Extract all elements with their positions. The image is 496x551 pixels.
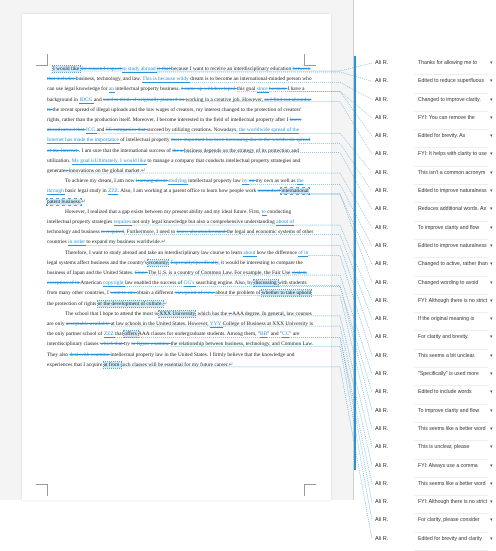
chevron-down-icon[interactable]: ▾ <box>490 188 493 195</box>
body-text-run: because I want to receive an interdisciplinary education <box>171 66 293 72</box>
comment-text: To improve clarity and flow <box>418 407 480 414</box>
body-text-run: to manage a company that conducts intellectual property strategies and generate <box>47 157 301 175</box>
deleted-text[interactable]: used to think of originally planned on <box>103 96 186 103</box>
deleted-text[interactable]: EspeciallySpecifically <box>170 259 219 266</box>
paragraph[interactable] <box>47 207 315 248</box>
chevron-down-icon[interactable]: ▾ <box>490 371 493 378</box>
deleted-text[interactable]: is required <box>101 229 124 236</box>
inserted-text[interactable]: since <box>256 86 270 93</box>
body-text-run: such classes will be essential for my future career. <box>120 361 229 368</box>
comment-author: Ali R. <box>375 407 389 414</box>
comment-author: Ali R. <box>375 297 389 304</box>
comment-item[interactable] <box>354 533 496 551</box>
comment-author: Ali R. <box>375 517 389 524</box>
body-text-run: not only legal knowledge but also a comprehensive understanding <box>132 219 277 226</box>
paragraph[interactable] <box>47 176 315 207</box>
body-text-run: AAA degree. In general, law courses are only <box>47 310 312 328</box>
comment-item[interactable] <box>354 258 496 276</box>
comment-text: This seems like a better word <box>418 480 486 487</box>
deleted-text[interactable]: system exception of in <box>47 270 307 287</box>
inserted-text[interactable]: to <box>261 208 268 215</box>
body-text-run: the relationship between business, technology, and Common Law. They also <box>47 341 314 358</box>
chevron-down-icon[interactable]: ▾ <box>490 517 493 524</box>
comment-author: Ali R. <box>375 151 389 158</box>
deleted-text[interactable]: as I find out aboutdue to <box>47 96 312 113</box>
comment-item[interactable] <box>354 386 496 404</box>
deleted-text[interactable]: to figure examine <box>131 341 171 348</box>
body-text-run: I have a background in <box>47 86 305 103</box>
body-text-run: . Also, I am working at a parent office to learn how people work <box>117 188 258 195</box>
comment-item[interactable] <box>354 460 496 478</box>
deleted-text[interactable]: the reason I expect <box>80 66 123 72</box>
deleted-text[interactable]: y <box>228 310 233 317</box>
chevron-down-icon[interactable]: ▾ <box>490 499 493 506</box>
commented-text[interactable]: whether to take uphold <box>261 290 312 297</box>
chevron-down-icon[interactable]: ▾ <box>490 242 493 249</box>
commented-text[interactable]: discussing <box>254 280 278 287</box>
commented-text[interactable]: XXX University <box>159 310 195 317</box>
inserted-text[interactable]: IDCG <box>79 96 94 103</box>
body-text-run: technology and business <box>47 229 102 236</box>
inserted-text[interactable]: copyright <box>103 280 126 287</box>
body-text-run: with students from many other countries, I <box>47 280 307 297</box>
comment-item[interactable] <box>354 514 496 532</box>
comment-item[interactable] <box>354 331 496 349</box>
deleted-text[interactable]: acceptable available <box>65 321 111 328</box>
paragraph-mark: ↵ <box>161 239 166 246</box>
comment-item[interactable] <box>354 423 496 441</box>
inserted-text[interactable]: CC <box>282 331 290 338</box>
commented-text[interactable]: I would like <box>53 66 81 72</box>
comment-author: Ali R. <box>375 242 389 249</box>
chevron-down-icon[interactable]: ▾ <box>490 78 493 85</box>
body-text-run: to expand my business worldwide. <box>86 239 162 246</box>
deleted-text[interactable]: viewpoint of view <box>174 290 216 297</box>
deleted-text[interactable]: s <box>65 168 69 175</box>
body-text-run: dream is to become an international-minded person who can use legal knowledge for <box>47 76 312 93</box>
inserted-text[interactable]: My goal isUltimately, I would like <box>71 157 148 164</box>
body-text-run: The school that I hope to attend the most is <box>65 310 160 317</box>
inserted-text[interactable]: ZZZ <box>103 331 115 338</box>
paragraph-mark: ↵ <box>81 198 86 205</box>
commented-text[interactable]: offers <box>124 331 138 338</box>
comment-author: Ali R. <box>375 279 389 286</box>
chevron-down-icon[interactable]: ▾ <box>490 206 493 213</box>
commented-text[interactable]: economy <box>148 259 168 266</box>
comment-author: Ali R. <box>375 535 389 542</box>
comment-text: Reduces additional words. As <box>418 206 487 213</box>
body-text-run: and <box>96 127 106 134</box>
comment-item[interactable] <box>354 405 496 423</box>
deleted-text[interactable]: is that <box>156 66 172 72</box>
commented-text[interactable]: at from <box>103 361 121 368</box>
deleted-text[interactable]: learning about <box>135 178 169 185</box>
chevron-down-icon[interactable]: ▾ <box>490 96 493 103</box>
comment-author: Ali R. <box>375 425 389 432</box>
inserted-text[interactable]: about <box>243 249 257 256</box>
body-text-run: business depends on the strategy of its protection and utilization. <box>47 147 299 164</box>
chevron-down-icon[interactable]: ▾ <box>490 462 493 469</box>
body-text-run: how the difference <box>256 249 299 256</box>
body-text-run: intellectual property law in the United States. I firmly believe that the knowledge and experiences that I acquire <box>47 351 295 368</box>
comment-item[interactable] <box>354 57 496 75</box>
comment-text: FYI: Although there is no strict <box>418 499 488 506</box>
chevron-down-icon[interactable]: ▾ <box>490 114 493 121</box>
comment-author: Ali R. <box>375 480 389 487</box>
comment-text: For clarity, please consider <box>418 517 480 524</box>
body-text-run: intellectual property business. <box>115 86 182 93</box>
comment-item[interactable] <box>354 496 496 514</box>
body-text-run: working in a creative job. However, <box>185 96 265 103</box>
inserted-text[interactable]: of in <box>298 249 309 256</box>
chevron-down-icon[interactable]: ▾ <box>490 316 493 323</box>
body-text-run: . <box>167 259 171 266</box>
comment-text: FYI: Although there is no strict <box>418 297 488 304</box>
body-text-run: this goal <box>236 86 257 93</box>
body-text-run: about the problem of <box>215 290 262 297</box>
deleted-text[interactable]: knew aboutlearned that <box>47 117 302 134</box>
body-text-run: the protection of rights <box>47 300 98 307</box>
deleted-text[interactable]: know aboutunderstand <box>176 229 227 236</box>
body-text-run: . Furthermore, I need to <box>123 229 177 236</box>
inserted-text[interactable]: GG's <box>183 280 196 287</box>
comment-text: Changed to improve clarity. <box>418 96 481 103</box>
body-text-run: College of Business at XXX University is the only partner school of <box>47 321 314 338</box>
comment-item[interactable] <box>354 222 496 240</box>
inserted-text[interactable]: YYY <box>209 321 223 328</box>
inserted-text[interactable]: studying <box>168 178 189 185</box>
deleted-text[interactable]: on <box>248 178 256 185</box>
body-text-run: at law schools in the United States. However, <box>110 321 210 328</box>
crop-mark <box>304 484 316 496</box>
comment-author: Ali R. <box>375 389 389 396</box>
deleted-text[interactable]: deal with examine <box>69 351 111 358</box>
comment-item[interactable] <box>354 240 496 258</box>
chevron-down-icon[interactable]: ▾ <box>490 279 493 286</box>
chevron-down-icon[interactable]: ▾ <box>490 352 493 359</box>
inserted-text[interactable]: about of <box>276 219 295 226</box>
comment-author: Ali R. <box>375 444 389 451</box>
paragraph-mark: ↵ <box>228 361 234 368</box>
document-page[interactable] <box>22 14 331 500</box>
deleted-text[interactable]: I came up withdeveloped <box>181 86 237 93</box>
inserted-text[interactable]: the through <box>47 178 304 195</box>
deleted-text[interactable]: between that includes <box>47 66 311 83</box>
document-body[interactable] <box>47 64 315 370</box>
chevron-down-icon[interactable]: ▾ <box>490 389 493 396</box>
body-text-run: searching engine. Also, by <box>195 280 255 287</box>
body-text-run: succeed by utilizing creations. Nowadays, <box>146 127 239 134</box>
comment-item[interactable] <box>354 75 496 93</box>
comment-author: Ali R. <box>375 188 389 195</box>
deleted-text[interactable]: Since <box>134 270 148 277</box>
deleted-text[interactable]: want to can <box>110 290 137 297</box>
body-text-run: that <box>114 331 125 338</box>
inserted-text[interactable]: by <box>242 178 249 185</box>
deleted-text[interactable]: which that <box>100 341 124 348</box>
chevron-down-icon[interactable]: ▾ <box>490 169 493 176</box>
commented-text[interactable]: international patent business. <box>47 188 309 205</box>
comment-author: Ali R. <box>375 133 389 140</box>
comment-text: Edited to improve naturalness <box>418 242 487 249</box>
inserted-text[interactable]: in order <box>68 239 87 246</box>
inserted-text[interactable]: ZZZ <box>107 188 118 195</box>
deleted-text[interactable]: because <box>269 86 288 93</box>
inserted-text[interactable]: This is because wildy <box>142 76 191 83</box>
comment-text: Edited to reduce superfluous <box>418 78 485 85</box>
body-text-run: the recent spread of illegal uploads and the low wages of creators, my interest changed to the protection of creators' rights, rather than the production itself. Moreover, I become interested in the field of intellectual property after I <box>47 106 302 124</box>
comment-item[interactable] <box>354 277 496 295</box>
body-text-run: legal systems affect business and the country's <box>47 259 149 266</box>
inserted-text[interactable]: BB <box>259 331 268 338</box>
body-text-run: However, I realized that a gap exists between my present ability and my ideal future. First, <box>65 208 262 215</box>
body-text-run: " are interdisciplinary classes <box>47 331 300 348</box>
body-text-run: obtain a different <box>136 290 175 297</box>
body-text-run: Therefore, I want to study abroad and take an interdisciplinary law course to learn <box>65 249 244 256</box>
deleted-text[interactable]: more important has been increasing due to the worldwide spread of the Internet <box>47 137 311 154</box>
chevron-down-icon[interactable]: ▾ <box>490 60 493 66</box>
deleted-text[interactable]: onconduct <box>257 188 282 195</box>
comment-text: "Specifically" is used more <box>418 371 479 378</box>
markup-pane <box>353 0 495 542</box>
deleted-text[interactable]: SS companies that <box>105 127 147 134</box>
comment-author: Ali R. <box>375 462 389 469</box>
comment-text: FYI: It helps with clarity to use <box>418 151 487 158</box>
body-text-run: conducting intellectual property strategies <box>47 208 292 226</box>
body-text-run: The U.S. is a country of Common Law. For example, the Fair Use <box>147 270 292 277</box>
inserted-text[interactable]: an <box>108 86 116 93</box>
deleted-text[interactable]: the a <box>172 147 184 154</box>
comment-item[interactable] <box>354 441 496 459</box>
comment-author: Ali R. <box>375 60 389 66</box>
comment-item[interactable] <box>354 478 496 496</box>
body-text-run: law enabled the success of <box>125 280 184 287</box>
comment-author: Ali R. <box>375 371 389 378</box>
comment-author: Ali R. <box>375 334 389 341</box>
comment-item[interactable] <box>354 112 496 130</box>
commented-text[interactable]: or the development of culture. <box>97 300 163 307</box>
comment-author: Ali R. <box>375 96 389 103</box>
comment-item[interactable] <box>354 167 496 185</box>
body-text-run: intellectual property law <box>188 178 243 185</box>
comment-text: This isn't a common acronym <box>418 169 486 176</box>
comment-item[interactable] <box>354 368 496 386</box>
body-text-run: American <box>80 280 103 287</box>
comment-item[interactable] <box>354 185 496 203</box>
comment-author: Ali R. <box>375 114 389 121</box>
comment-text: Edited for brevity and clarity <box>418 535 483 542</box>
body-text-run: AAA classes for undergraduate students. Among them, " <box>137 331 260 338</box>
inserted-text[interactable]: JCG <box>85 127 97 134</box>
chevron-down-icon[interactable]: ▾ <box>490 425 493 432</box>
comment-text: This is unclear, please <box>418 444 470 451</box>
body-text-run: the legal and economic systems of other countries <box>47 229 314 246</box>
comment-text: FYI: Always use a comma <box>418 462 478 469</box>
body-text-run: and <box>93 96 104 103</box>
comment-item[interactable] <box>354 148 496 166</box>
comment-item[interactable] <box>354 94 496 112</box>
inserted-text[interactable]: to study abroad <box>122 66 157 72</box>
comment-author: Ali R. <box>375 78 389 85</box>
chevron-down-icon[interactable]: ▾ <box>490 261 493 268</box>
crop-mark <box>36 484 48 496</box>
paragraph[interactable] <box>47 309 315 370</box>
chevron-down-icon[interactable]: ▾ <box>490 480 493 487</box>
comment-author: Ali R. <box>375 499 389 506</box>
body-text-run: my own as well as <box>255 178 297 185</box>
comment-item[interactable] <box>354 350 496 368</box>
comment-text: To improve clarity and flow <box>418 224 480 231</box>
comment-text: Thanks for allowing me to <box>418 60 478 66</box>
paragraph[interactable] <box>47 64 315 176</box>
comment-author: Ali R. <box>375 261 389 268</box>
comment-item[interactable] <box>354 313 496 331</box>
body-text-run: business, technology, and law. <box>75 76 143 83</box>
comment-text: Changed to active, rather than <box>418 261 488 268</box>
comment-text: Changed wording to avoid <box>418 279 479 286</box>
comment-author: Ali R. <box>375 206 389 213</box>
chevron-down-icon[interactable]: ▾ <box>490 151 493 158</box>
paragraph-mark: ↵ <box>141 168 146 175</box>
body-text-run: of intellectual property <box>120 137 171 144</box>
comment-text: If the original meaning is <box>418 316 475 323</box>
comment-item[interactable] <box>354 203 496 221</box>
comment-text: For clarity and brevity. <box>418 334 469 341</box>
body-text-run: try <box>123 341 132 348</box>
comment-list <box>354 57 496 551</box>
body-text-run: . I am sure that the international success of <box>78 147 173 154</box>
chevron-down-icon[interactable]: ▾ <box>490 444 493 451</box>
body-text-run: , which has the <box>194 310 229 317</box>
comment-item[interactable] <box>354 130 496 148</box>
chevron-down-icon[interactable]: ▾ <box>490 133 493 140</box>
comment-text: This seems like a better word <box>418 425 486 432</box>
body-text-run: " and " <box>267 331 283 338</box>
inserted-text[interactable]: requires <box>113 219 133 226</box>
comment-text: Edited to improve naturalness <box>418 188 487 195</box>
chevron-down-icon[interactable]: ▾ <box>490 407 493 414</box>
chevron-down-icon[interactable]: ▾ <box>490 224 493 231</box>
chevron-down-icon[interactable]: ▾ <box>490 334 493 341</box>
body-text-run: , it would be interesting to compare the business of Japan and the United States. <box>47 259 303 277</box>
comment-author: Ali R. <box>375 352 389 359</box>
body-text-run: To achieve my dream, I am now <box>65 178 136 185</box>
comment-text: Edited to include words <box>418 389 472 396</box>
comment-author: Ali R. <box>375 224 389 231</box>
chevron-down-icon[interactable]: ▾ <box>490 535 493 542</box>
inserted-text[interactable]: the worldwide spread of the Internet has made the importance <box>47 127 300 144</box>
comment-text: This seems a bit unclear. <box>418 352 476 359</box>
body-text-run: basic legal study in <box>65 188 108 195</box>
paragraph[interactable] <box>47 248 315 309</box>
comment-author: Ali R. <box>375 316 389 323</box>
comment-item[interactable] <box>354 295 496 313</box>
chevron-down-icon[interactable]: ▾ <box>490 297 493 304</box>
comment-text: Edited for brevity. As <box>418 133 466 140</box>
comment-author: Ali R. <box>375 169 389 176</box>
comment-text: FYI: You can remove the <box>418 114 475 121</box>
body-text-run: innovations on the global market. <box>68 168 142 175</box>
paragraph-mark: ↵ <box>162 300 168 307</box>
